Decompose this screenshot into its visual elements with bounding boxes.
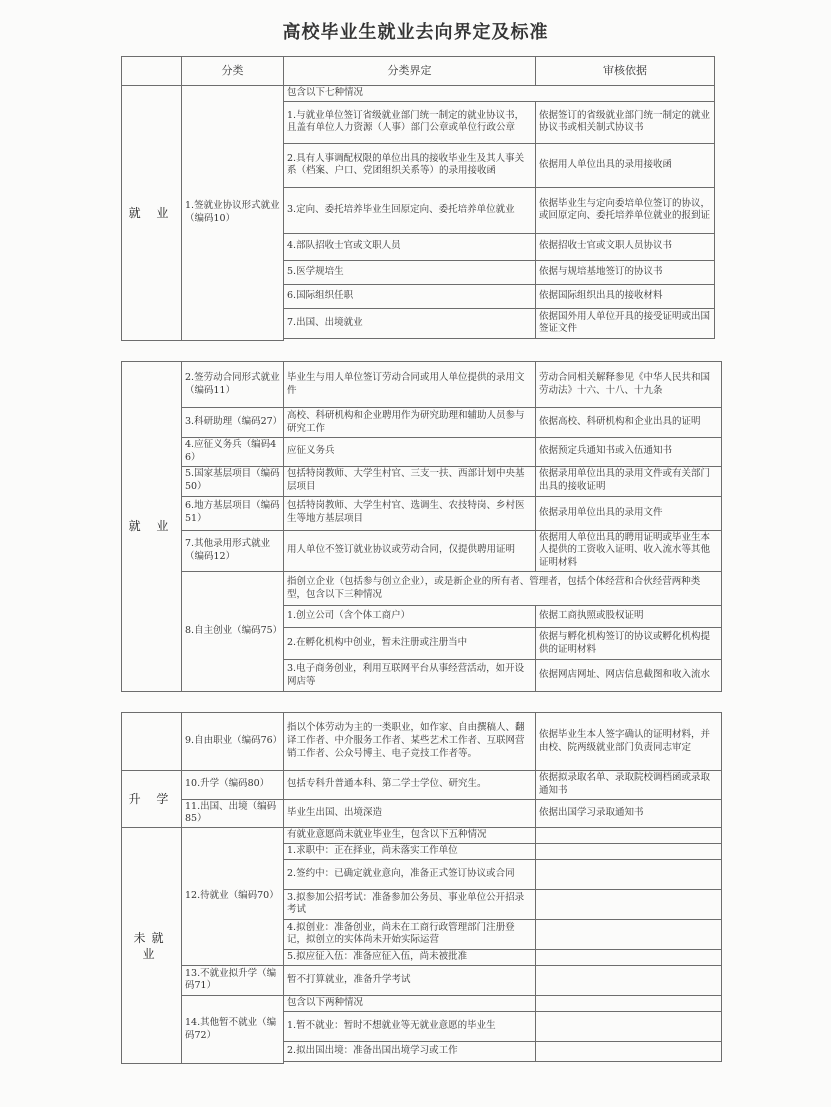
definition-cell: 用人单位不签订就业协议或劳动合同，仅提供聘用证明 xyxy=(284,530,536,571)
header-basis: 审核依据 xyxy=(536,57,715,86)
definition-cell: 2.签约中：已确定就业意向，准备正式签订协议或合同 xyxy=(284,859,536,889)
definition-cell: 4.部队招收士官或文职人员 xyxy=(284,233,536,260)
definition-cell: 6.国际组织任职 xyxy=(284,284,536,308)
definition-cell: 4.拟创业：准备创业，尚未在工商行政管理部门注册登记，拟创立的实体尚未开始实际运营 xyxy=(284,919,536,949)
basis-cell: 依据用人单位出具的聘用证明或毕业生本人提供的工资收入证明、收入流水等其他证明材料 xyxy=(536,530,722,571)
basis-cell: 依据国外用人单位开具的接受证明或出国签证文件 xyxy=(536,308,715,338)
basis-cell: 依据高校、科研机构和企业出具的证明 xyxy=(536,408,722,438)
subcategory-label: 10.升学（编码80） xyxy=(182,771,284,800)
basis-cell: 劳动合同相关解释参见《中华人民共和国劳动法》十六、十八、十九条 xyxy=(536,362,722,408)
definition-cell: 指以个体劳动为主的一类职业，如作家、自由撰稿人、翻译工作者、中介服务工作者、某些艺术工作者、互联网营销工作者、公众号博主、电子竞技工作者等。 xyxy=(284,713,536,771)
definition-cell: 2.拟出国出境：准备出国出境学习或工作 xyxy=(284,1041,536,1061)
category-employed: 就 业 xyxy=(122,86,182,341)
basis-cell xyxy=(536,859,722,889)
table-section-3 xyxy=(121,712,722,1064)
basis-cell: 依据工商执照或股权证明 xyxy=(536,606,722,628)
basis-cell: 依据录用单位出具的录用文件 xyxy=(536,496,722,530)
table-header-row xyxy=(122,57,715,86)
header-definition: 分类界定 xyxy=(284,57,536,86)
subcategory-label: 8.自主创业（编码75） xyxy=(182,572,284,692)
basis-cell: 依据国际组织出具的接收材料 xyxy=(536,284,715,308)
basis-cell xyxy=(536,1041,722,1061)
basis-cell xyxy=(536,995,722,1011)
basis-cell xyxy=(536,844,722,860)
subcategory-label: 12.待就业（编码70） xyxy=(182,828,284,966)
subcategory-label: 1.签就业协议形式就业（编码10） xyxy=(182,86,284,341)
subcategory-label: 4.应征义务兵（编码46） xyxy=(182,438,284,467)
definition-cell: 5.医学规培生 xyxy=(284,260,536,284)
category-unemployed: 未就业 xyxy=(122,828,182,1064)
basis-cell: 依据用人单位出具的录用接收函 xyxy=(536,143,715,187)
definition-cell: 包括特岗教师、大学生村官、三支一扶、西部计划中央基层项目 xyxy=(284,466,536,496)
basis-cell xyxy=(536,965,722,995)
basis-cell: 依据预定兵通知书或入伍通知书 xyxy=(536,438,722,467)
basis-cell xyxy=(536,889,722,919)
definition-cell: 应征义务兵 xyxy=(284,438,536,467)
basis-cell: 依据毕业生本人签字确认的证明材料，并由校、院两级就业部门负责同志审定 xyxy=(536,713,722,771)
subcategory-label: 5.国家基层项目（编码50） xyxy=(182,466,284,496)
intro-text: 包含以下七种情况 xyxy=(284,86,715,102)
basis-cell: 依据与规培基地签订的协议书 xyxy=(536,260,715,284)
subcategory-label: 6.地方基层项目（编码51） xyxy=(182,496,284,530)
basis-cell: 依据签订的省级就业部门统一制定的就业协议书或相关制式协议书 xyxy=(536,101,715,143)
definition-cell: 1.暂不就业：暂时不想就业等无就业意愿的毕业生 xyxy=(284,1011,536,1041)
definition-cell: 1.创立公司（含个体工商户） xyxy=(284,606,536,628)
category-employed: 就 业 xyxy=(122,362,182,692)
definition-cell: 3.定向、委托培养毕业生回原定向、委托培养单位就业 xyxy=(284,187,536,233)
intro-text: 包含以下两种情况 xyxy=(284,995,536,1011)
definition-cell: 包括专科升普通本科、第二学士学位、研究生。 xyxy=(284,771,536,800)
definition-cell: 1.求职中：正在择业，尚未落实工作单位 xyxy=(284,844,536,860)
definition-cell: 2.具有人事调配权限的单位出具的接收毕业生及其人事关系（档案、户口、党团组织关系等）的录用接收函 xyxy=(284,143,536,187)
basis-cell: 依据拟录取名单、录取院校调档函或录取通知书 xyxy=(536,771,722,800)
basis-cell xyxy=(536,949,722,965)
table-section-1 xyxy=(121,56,715,341)
definition-cell: 2.在孵化机构中创业，暂未注册或注册当中 xyxy=(284,628,536,660)
basis-cell xyxy=(536,1011,722,1041)
basis-cell: 依据与孵化机构签订的协议或孵化机构提供的证明材料 xyxy=(536,628,722,660)
definition-cell: 包括特岗教师、大学生村官、选调生、农技特岗、乡村医生等地方基层项目 xyxy=(284,496,536,530)
header-category: 分类 xyxy=(182,57,284,86)
definition-cell: 3.拟参加公招考试：准备参加公务员、事业单位公开招录考试 xyxy=(284,889,536,919)
subcategory-label: 3.科研助理（编码27） xyxy=(182,408,284,438)
header-blank xyxy=(122,57,182,86)
definition-cell: 5.拟应征入伍：准备应征入伍，尚未被批准 xyxy=(284,949,536,965)
document-title: 高校毕业生就业去向界定及标准 xyxy=(282,22,549,43)
subcategory-label: 13.不就业拟升学（编码71） xyxy=(182,965,284,995)
subcategory-label: 9.自由职业（编码76） xyxy=(182,713,284,771)
category-further-study: 升 学 xyxy=(122,771,182,828)
definition-cell: 毕业生出国、出境深造 xyxy=(284,799,536,828)
basis-cell: 依据出国学习录取通知书 xyxy=(536,799,722,828)
basis-cell xyxy=(536,828,722,844)
definition-cell: 毕业生与用人单位签订劳动合同或用人单位提供的录用文件 xyxy=(284,362,536,408)
definition-cell: 暂不打算就业，准备升学考试 xyxy=(284,965,536,995)
subcategory-label: 2.签劳动合同形式就业（编码11） xyxy=(182,362,284,408)
intro-text: 有就业意愿尚未就业毕业生，包含以下五种情况 xyxy=(284,828,536,844)
subcategory-label: 14.其他暂不就业（编码72） xyxy=(182,995,284,1064)
definition-cell: 高校、科研机构和企业聘用作为研究助理和辅助人员参与研究工作 xyxy=(284,408,536,438)
category-blank xyxy=(122,713,182,771)
basis-cell: 依据录用单位出具的录用文件或有关部门出具的接收证明 xyxy=(536,466,722,496)
definition-cell: 7.出国、出境就业 xyxy=(284,308,536,338)
table-section-2 xyxy=(121,361,722,692)
basis-cell: 依据招收士官或文职人员协议书 xyxy=(536,233,715,260)
basis-cell xyxy=(536,919,722,949)
intro-text: 指创立企业（包括参与创立企业），或是新企业的所有者、管理者，包括个体经营和合伙经营两种类型，包含以下三种情况 xyxy=(284,572,722,606)
basis-cell: 依据网店网址、网店信息截图和收入流水 xyxy=(536,660,722,692)
subcategory-label: 11.出国、出境（编码85） xyxy=(182,799,284,828)
basis-cell: 依据毕业生与定向委培单位签订的协议，或回原定向、委托培养单位就业的报到证 xyxy=(536,187,715,233)
definition-cell: 3.电子商务创业，利用互联网平台从事经营活动，如开设网店等 xyxy=(284,660,536,692)
definition-cell: 1.与就业单位签订省级就业部门统一制定的就业协议书，且盖有单位人力资源（人事）部门公章或单位行政公章 xyxy=(284,101,536,143)
subcategory-label: 7.其他录用形式就业（编码12） xyxy=(182,530,284,571)
